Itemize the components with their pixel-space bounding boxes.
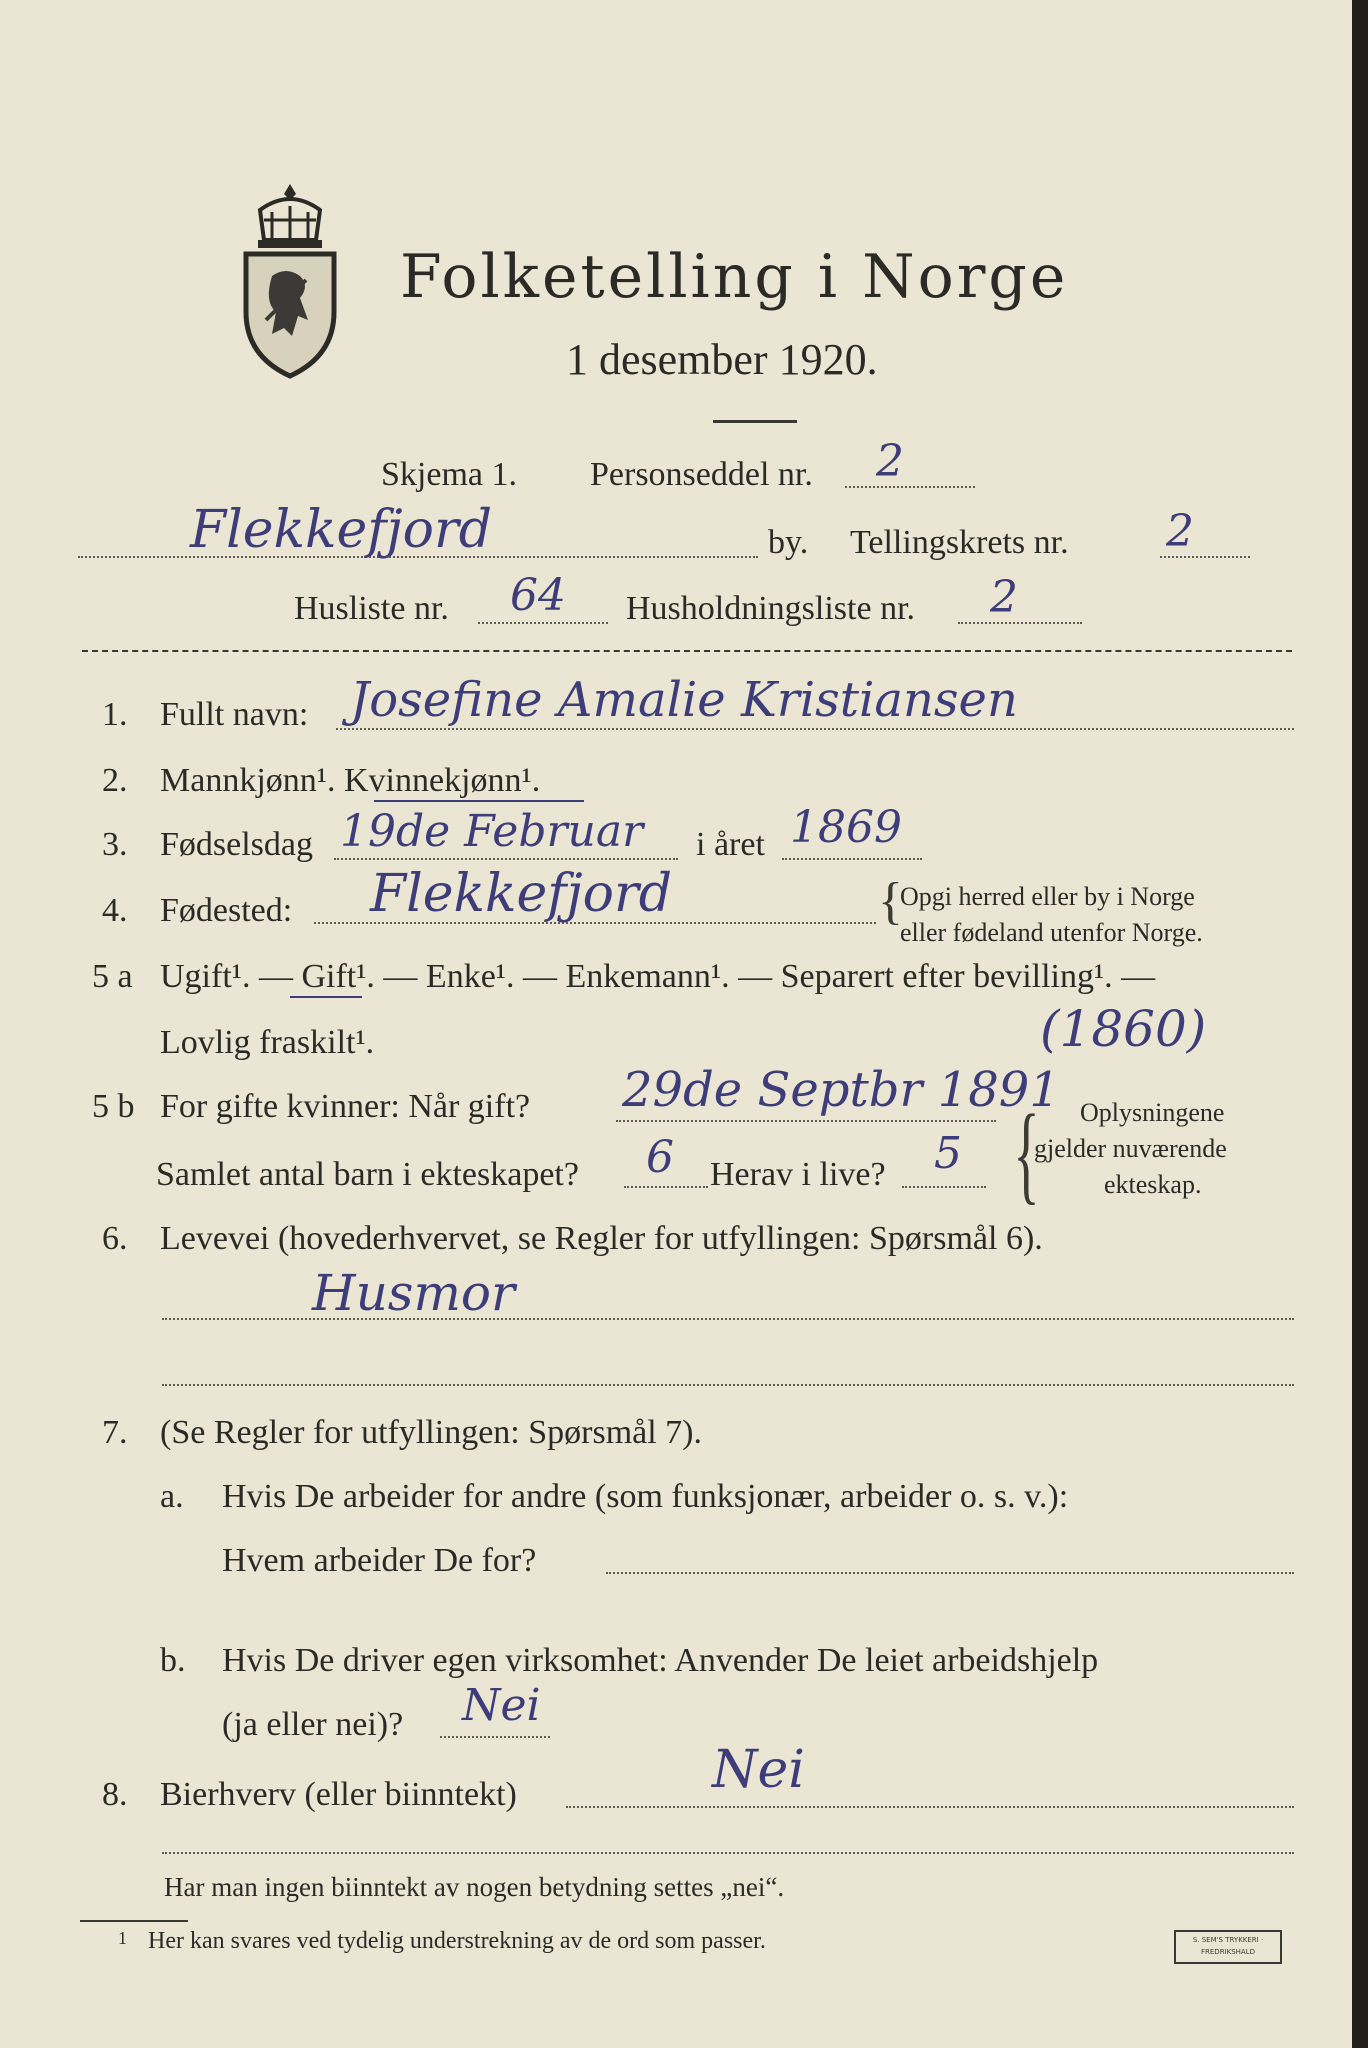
occupation-value: Husmor — [312, 1264, 515, 1322]
q6-label: Levevei (hovederhvervet, se Regler for utfyllingen: Spørsmål 6). — [160, 1220, 1043, 1257]
alive-line — [902, 1186, 986, 1188]
gender-options: Mannkjønn¹. Kvinnekjønn¹. — [160, 762, 541, 799]
marital-options: Ugift¹. — Gift¹. — Enke¹. — Enkemann¹. — Separert efter bevilling¹. — — [160, 958, 1156, 995]
q3-year-label: i året — [696, 826, 765, 863]
q7a-label: Hvis De arbeider for andre (som funksjonær, arbeider o. s. v.): — [222, 1478, 1069, 1515]
form-title: Folketelling i Norge — [400, 242, 1069, 312]
kvinnekjonn-underline — [374, 800, 584, 802]
q7b-label-line2: (ja eller nei)? — [222, 1706, 404, 1743]
q4-number: 4. — [102, 892, 128, 929]
place-value: Flekkefjord — [190, 500, 493, 560]
q5b-line — [616, 1120, 996, 1122]
footnote-rule — [80, 1920, 188, 1922]
q7-number: 7. — [102, 1414, 128, 1451]
q5b-note-line2: gjelder nuværende — [1034, 1134, 1227, 1163]
personseddel-label: Personseddel nr. — [590, 456, 813, 493]
q5b-brace: { — [1013, 1092, 1040, 1214]
printer-stamp: S. SEM'S TRYKKERI · FREDRIKSHALD — [1174, 1930, 1282, 1964]
by-label: by. — [768, 524, 809, 561]
q6-line-1 — [162, 1318, 1294, 1320]
husliste-line — [478, 622, 608, 624]
q7b-label: Hvis De driver egen virksomhet: Anvender De leiet arbeidshjelp — [222, 1642, 1099, 1679]
q3-line — [334, 858, 678, 860]
q7b-number: b. — [160, 1642, 186, 1679]
q8-line-2 — [162, 1852, 1294, 1854]
marriage-year-annotation: (1860) — [1040, 1000, 1207, 1058]
footer-note: Har man ingen biinntekt av nogen betydning settes „nei“. — [164, 1872, 785, 1902]
personseddel-line — [845, 486, 975, 488]
side-income-value: Nei — [712, 1740, 805, 1800]
alive-value: 5 — [934, 1128, 962, 1179]
children-label: Samlet antal barn i ekteskapet? — [156, 1156, 579, 1193]
q5b-note-line1: Oplysningene — [1080, 1098, 1225, 1127]
husholdningsliste-label: Husholdningsliste nr. — [626, 590, 916, 627]
q1-number: 1. — [102, 696, 128, 733]
personseddel-value: 2 — [876, 436, 904, 487]
q6-line-2 — [162, 1384, 1294, 1386]
q5a-number: 5 a — [92, 958, 133, 995]
q6-number: 6. — [102, 1220, 128, 1257]
tellingskrets-value: 2 — [1166, 506, 1194, 557]
q1-line — [336, 728, 1294, 730]
hired-help-value: Nei — [462, 1680, 541, 1731]
q4-note-line2: eller fødeland utenfor Norge. — [900, 918, 1203, 947]
q3-number: 3. — [102, 826, 128, 863]
footnote-number: 1 — [118, 1928, 127, 1948]
q8-number: 8. — [102, 1776, 128, 1813]
coat-of-arms-icon — [232, 180, 348, 380]
gift-underline — [290, 996, 362, 998]
husliste-label: Husliste nr. — [294, 590, 449, 627]
title-divider — [713, 420, 797, 423]
scan-edge — [1352, 0, 1368, 2048]
q7a-label-line2: Hvem arbeider De for? — [222, 1542, 537, 1579]
q7a-line — [606, 1572, 1294, 1574]
q7-label: (Se Regler for utfyllingen: Spørsmål 7). — [160, 1414, 703, 1451]
marital-options-line2: Lovlig fraskilt¹. — [160, 1024, 375, 1061]
husholdningsliste-value: 2 — [990, 572, 1018, 623]
q5b-number: 5 b — [92, 1088, 135, 1125]
q8-line — [566, 1806, 1294, 1808]
tellingskrets-label: Tellingskrets nr. — [850, 524, 1069, 561]
q3-label: Fødselsdag — [160, 826, 313, 863]
birthplace-value: Flekkefjord — [370, 864, 673, 924]
alive-label: Herav i live? — [710, 1156, 886, 1193]
full-name-value: Josefine Amalie Kristiansen — [350, 672, 1018, 728]
header-divider — [82, 650, 1292, 652]
skjema-label: Skjema 1. — [381, 456, 517, 493]
husholdningsliste-line — [958, 622, 1082, 624]
q4-brace: { — [878, 873, 903, 930]
q7a-number: a. — [160, 1478, 184, 1515]
children-value: 6 — [646, 1132, 674, 1183]
footnote-text: Her kan svares ved tydelig understrekning av de ord som passer. — [148, 1928, 766, 1954]
husliste-value: 64 — [510, 570, 566, 621]
q4-note-line1: Opgi herred eller by i Norge — [900, 882, 1195, 911]
marriage-date-value: 29de Septbr 1891 — [622, 1062, 1060, 1118]
q3-year-line — [782, 858, 922, 860]
census-date: 1 desember 1920. — [566, 335, 878, 384]
q5b-label: For gifte kvinner: Når gift? — [160, 1088, 531, 1125]
birthday-value: 19de Februar — [340, 806, 644, 857]
q5b-note-line3: ekteskap. — [1104, 1170, 1202, 1199]
q8-label: Bierhverv (eller biinntekt) — [160, 1776, 517, 1813]
q7b-line — [440, 1736, 550, 1738]
q4-label: Fødested: — [160, 892, 293, 929]
q1-label: Fullt navn: — [160, 696, 309, 733]
q2-number: 2. — [102, 762, 128, 799]
birth-year-value: 1869 — [790, 802, 902, 853]
children-line — [624, 1186, 708, 1188]
